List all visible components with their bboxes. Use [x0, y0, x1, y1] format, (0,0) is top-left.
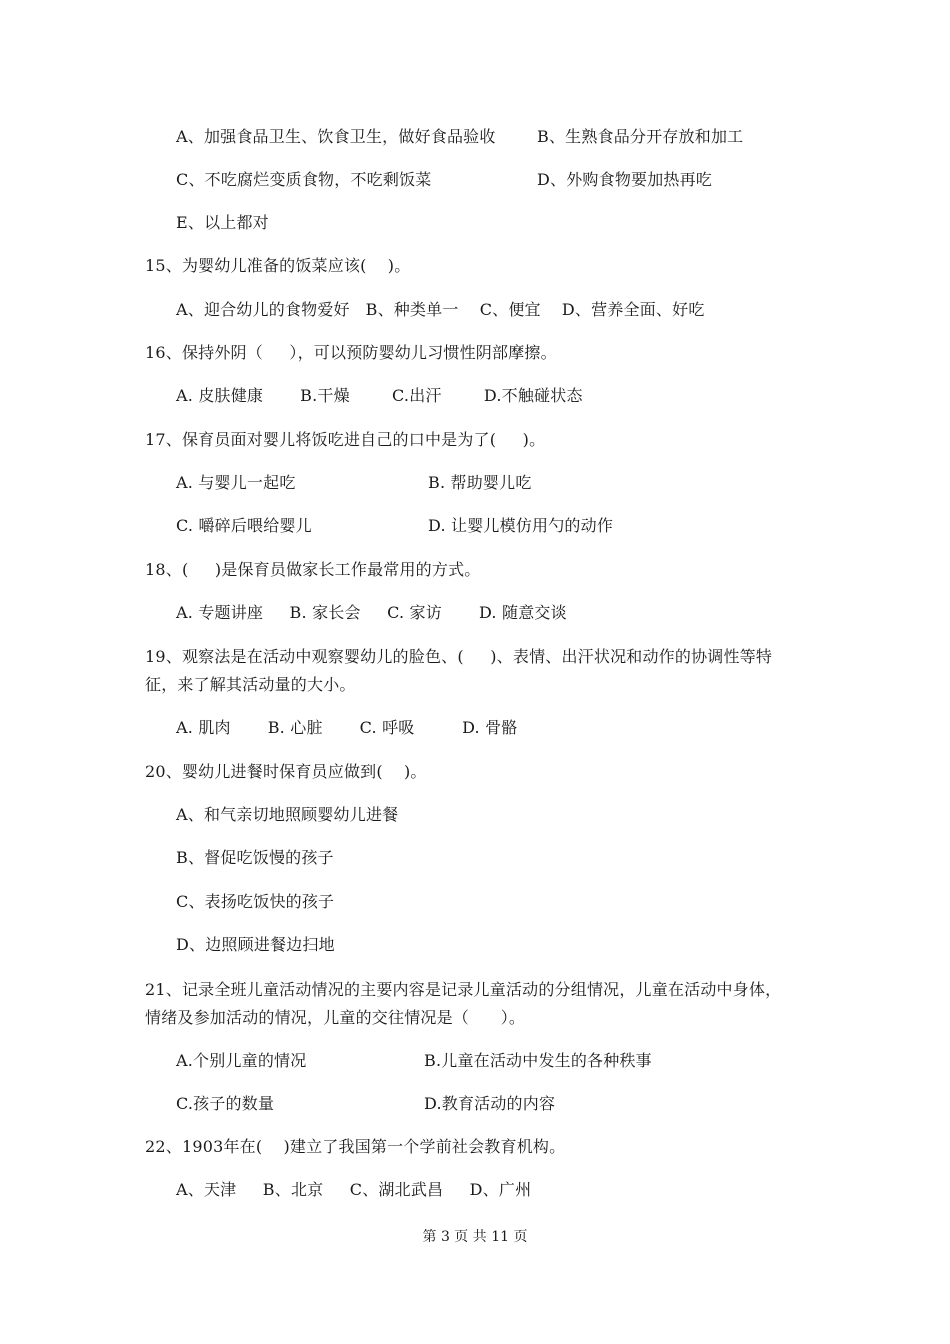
q18-stem: 18、( )是保育员做家长工作最常用的方式。 [145, 560, 481, 579]
q20-option-b: B、督促吃饭慢的孩子 [176, 848, 334, 867]
q21-option-b: B.儿童在活动中发生的各种秩事 [424, 1051, 652, 1070]
q16-stem: 16、保持外阴（ ），可以预防婴幼儿习惯性阴部摩擦。 [145, 343, 557, 362]
q14-option-a: A、加强食品卫生、饮食卫生，做好食品验收 [176, 127, 496, 146]
q21-stem-line1: 21、记录全班儿童活动情况的主要内容是记录儿童活动的分组情况，儿童在活动中身体， [145, 980, 782, 999]
q14-option-b: B、生熟食品分开存放和加工 [537, 127, 744, 146]
q22-options: A、天津 B、北京 C、湖北武昌 D、广州 [176, 1180, 532, 1199]
q20-option-a: A、和气亲切地照顾婴幼儿进餐 [176, 805, 399, 824]
q17-option-a: A. 与婴儿一起吃 [176, 473, 296, 492]
q15-options: A、迎合幼儿的食物爱好 B、种类单一 C、便宜 D、营养全面、好吃 [176, 300, 705, 319]
q21-stem-line2: 情绪及参加活动的情况，儿童的交往情况是（ ）。 [145, 1008, 526, 1027]
q20-option-d: D、边照顾进餐边扫地 [176, 935, 335, 954]
q19-stem-line2: 征，来了解其活动量的大小。 [145, 675, 356, 694]
q21-option-d: D.教育活动的内容 [424, 1094, 556, 1113]
q14-option-c: C、不吃腐烂变质食物，不吃剩饭菜 [176, 170, 432, 189]
q21-option-a: A.个别儿童的情况 [176, 1051, 307, 1070]
q16-options: A. 皮肤健康 B.干燥 C.出汗 D.不触碰状态 [176, 386, 583, 405]
q22-stem: 22、1903年在( )建立了我国第一个学前社会教育机构。 [145, 1137, 566, 1156]
q17-option-d: D. 让婴儿模仿用勺的动作 [428, 516, 614, 535]
q17-option-b: B. 帮助婴儿吃 [428, 473, 532, 492]
page-footer: 第 3 页 共 11 页 [422, 1229, 528, 1245]
q17-stem: 17、保育员面对婴儿将饭吃进自己的口中是为了( )。 [145, 430, 546, 449]
q14-option-d: D、外购食物要加热再吃 [537, 170, 713, 189]
q21-option-c: C.孩子的数量 [176, 1094, 275, 1113]
q20-option-c: C、表扬吃饭快的孩子 [176, 892, 335, 911]
q17-option-c: C. 嚼碎后喂给婴儿 [176, 516, 312, 535]
q15-stem: 15、为婴幼儿准备的饭菜应该( )。 [145, 256, 411, 275]
q20-stem: 20、婴幼儿进餐时保育员应做到( )。 [145, 762, 427, 781]
q19-stem-line1: 19、观察法是在活动中观察婴幼儿的脸色、( )、表情、出汗状况和动作的协调性等特 [145, 647, 773, 666]
q18-options: A. 专题讲座 B. 家长会 C. 家访 D. 随意交谈 [176, 603, 567, 622]
q14-option-e: E、以上都对 [176, 213, 269, 232]
q19-options: A. 肌肉 B. 心脏 C. 呼吸 D. 骨骼 [176, 718, 518, 737]
